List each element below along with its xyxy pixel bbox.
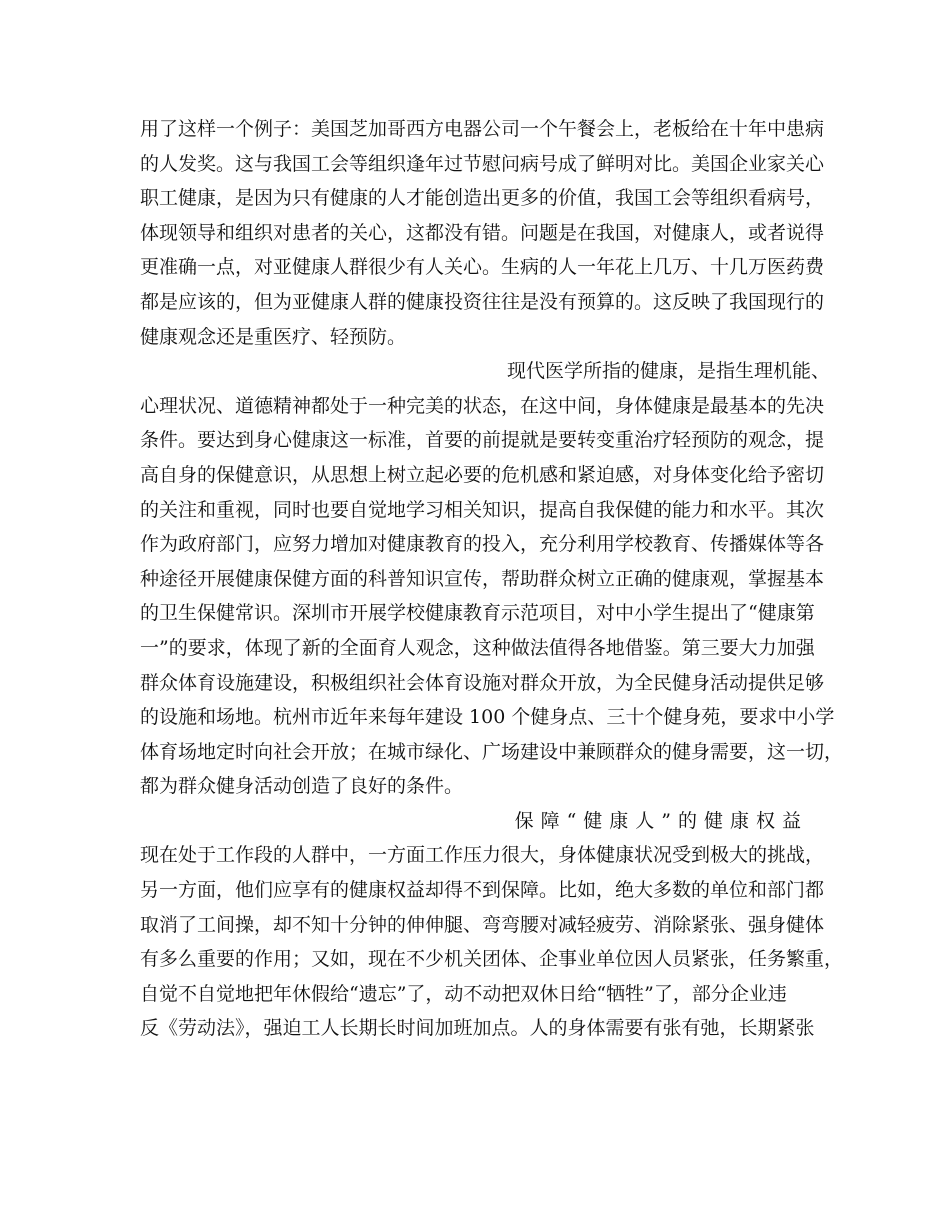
text-line: 体育场地定时向社会开放；在城市绿化、广场建设中兼顾群众的健身需要，这一切， xyxy=(140,740,844,763)
text-line: 群众体育设施建设，积极组织社会体育设施对群众开放，为全民健身活动提供足够 xyxy=(140,671,825,694)
text-line: 的设施和场地。杭州市近年来每年建设 100 个健身点、三十个健身苑，要求中小学 xyxy=(140,706,835,729)
text-line: 自觉不自觉地把年休假给“遗忘”了，动不动把双休日给“牺牲”了，部分企业违 xyxy=(140,982,787,1005)
text-line: 的人发奖。这与我国工会等组织逢年过节慰问病号成了鲜明对比。美国企业家关心 xyxy=(140,152,825,175)
text-line: 另一方面，他们应享有的健康权益却得不到保障。比如，绝大多数的单位和部门都 xyxy=(140,879,825,902)
text-line: 都是应该的，但为亚健康人群的健康投资往往是没有预算的。这反映了我国现行的 xyxy=(140,290,825,313)
text-line: 心理状况、道德精神都处于一种完美的状态，在这中间，身体健康是最基本的先决 xyxy=(140,394,825,417)
text-line: 的卫生保健常识。深圳市开展学校健康教育示范项目，对中小学生提出了“健康第 xyxy=(140,602,815,625)
text-line: 作为政府部门，应努力增加对健康教育的投入，充分利用学校教育、传播媒体等各 xyxy=(140,533,825,556)
text-line: 取消了工间操，却不知十分钟的伸伸腿、弯弯腰对减轻疲劳、消除紧张、强身健体 xyxy=(140,913,825,936)
text-line: 种途径开展健康保健方面的科普知识宣传，帮助群众树立正确的健康观，掌握基本 xyxy=(140,567,825,590)
text-line: 用了这样一个例子：美国芝加哥西方电器公司一个午餐会上，老板给在十年中患病 xyxy=(140,118,825,140)
text-line: 体现领导和组织对患者的关心，这都没有错。问题是在我国，对健康人，或者说得 xyxy=(140,221,825,244)
document-body xyxy=(140,112,844,1046)
text-line: 有多么重要的作用；又如，现在不少机关团体、企事业单位因人员紧张，任务繁重， xyxy=(140,948,844,971)
text-line: 职工健康，是因为只有健康的人才能创造出更多的价值，我国工会等组织看病号， xyxy=(140,187,825,210)
text-line: 现在处于工作段的人群中，一方面工作压力很大，身体健康状况受到极大的挑战， xyxy=(140,844,825,867)
text-line: 反《劳动法》，强迫工人长期长时间加班加点。人的身体需要有张有弛，长期紧张 xyxy=(140,1017,815,1040)
text-line: 健康观念还是重医疗、轻预防。 xyxy=(140,325,407,348)
text-line: 条件。要达到身心健康这一标准，首要的前提就是要转变重治疗轻预防的观念，提 xyxy=(140,429,825,452)
text-line: 都为群众健身活动创造了良好的条件。 xyxy=(140,775,464,798)
text-line: 高自身的保健意识，从思想上树立起必要的危机感和紧迫感，对身体变化给予密切 xyxy=(140,463,825,486)
section-heading: 保障“健康人”的健康权益 xyxy=(514,809,808,832)
text-line: 一”的要求，体现了新的全面育人观念，这种做法值得各地借鉴。第三要大力加强 xyxy=(140,636,815,659)
paragraph-start-line: 现代医学所指的健康，是指生理机能、 xyxy=(506,360,830,383)
text-line: 的关注和重视，同时也要自觉地学习相关知识，提高自我保健的能力和水平。其次 xyxy=(140,498,825,521)
text-line: 更准确一点，对亚健康人群很少有人关心。生病的人一年花上几万、十几万医药费 xyxy=(140,256,825,279)
